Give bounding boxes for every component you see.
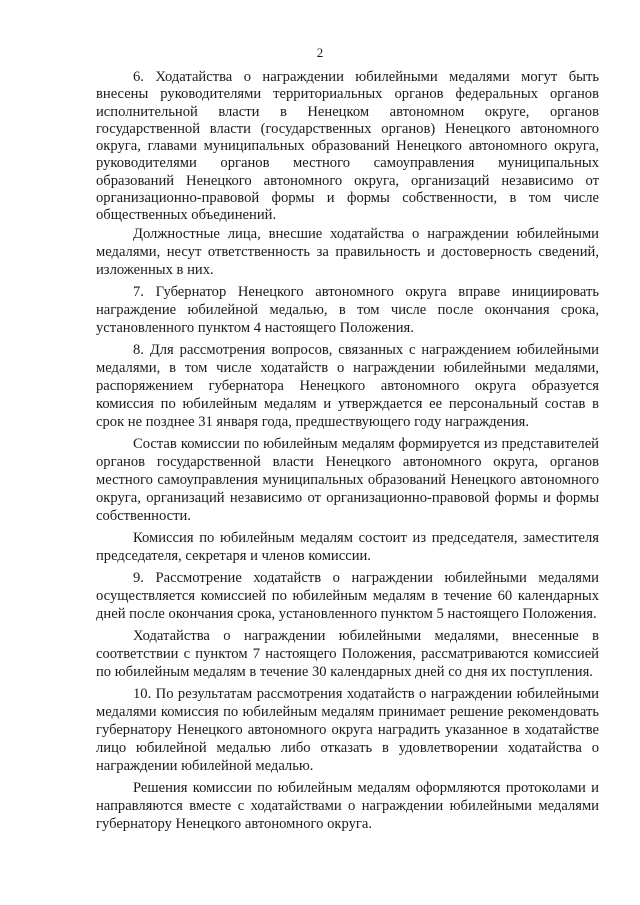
paragraph-8: 8. Для рассмотрения вопросов, связанных с награждением юбилейными медалями, в том числе ходатайств о награждении юбилейными медалями, распоряжением губернатора Ненецкого автономного округа образуется комиссия по юбилейным медалям и утверждается ее персональный состав в срок не позднее 31 января года, предшествующего году награждения. [96, 341, 599, 430]
paragraph-8-composition: Состав комиссии по юбилейным медалям формируется из представителей органов государственной власти Ненецкого автономного округа, органов местного самоуправления муниципальных образований Ненецкого автономного округа, организаций независимо от организационно-правовой формы и формы собственности. [96, 435, 599, 524]
paragraph-8-members: Комиссия по юбилейным медалям состоит из председателя, заместителя председателя, секретаря и членов комиссии. [96, 529, 599, 564]
paragraph-10-protocols: Решения комиссии по юбилейным медалям оформляются протоколами и направляются вместе с ходатайствами о награждении юбилейными медалями губернатору Ненецкого автономного округа. [96, 779, 599, 832]
paragraph-9: 9. Рассмотрение ходатайств о награждении юбилейными медалями осуществляется комиссией по юбилейным медалям в течение 60 календарных дней после окончания срока, установленного пунктом 5 настоящего Положения. [96, 569, 599, 622]
paragraph-10: 10. По результатам рассмотрения ходатайств о награждении юбилейными медалями комиссия по юбилейным медалям принимает решение рекомендовать губернатору Ненецкого автономного округа наградить указанное в ходатайстве лицо юбилейной медалью либо отказать в удовлетворении ходатайства о награждении юбилейной медалью. [96, 685, 599, 774]
document-body [96, 69, 599, 833]
paragraph-6: 6. Ходатайства о награждении юбилейными медалями могут быть внесены руководителями территориальных органов федеральных органов исполнительной власти в Ненецком автономном округе, органов государственной власти (государственных органов) Ненецкого автономного округа, главами муниципальных образований Ненецкого автономного округа, руководителями органов местного самоуправления муниципальных образований Ненецкого автономного округа, организаций независимо от организационно-правовой формы и формы собственности, в том числе общественных объединений. [96, 69, 599, 224]
paragraph-9-review-period: Ходатайства о награждении юбилейными медалями, внесенные в соответствии с пунктом 7 настоящего Положения, рассматриваются комиссией по юбилейным медалям в течение 30 календарных дней со дня их поступления. [96, 627, 599, 680]
paragraph-7: 7. Губернатор Ненецкого автономного округа вправе инициировать награждение юбилейной медалью, в том числе после окончания срока, установленного пунктом 4 настоящего Положения. [96, 283, 599, 336]
paragraph-6-responsibility: Должностные лица, внесшие ходатайства о награждении юбилейными медалями, несут ответственность за правильность и достоверность сведений, изложенных в них. [96, 225, 599, 278]
page-number: 2 [316, 45, 324, 60]
